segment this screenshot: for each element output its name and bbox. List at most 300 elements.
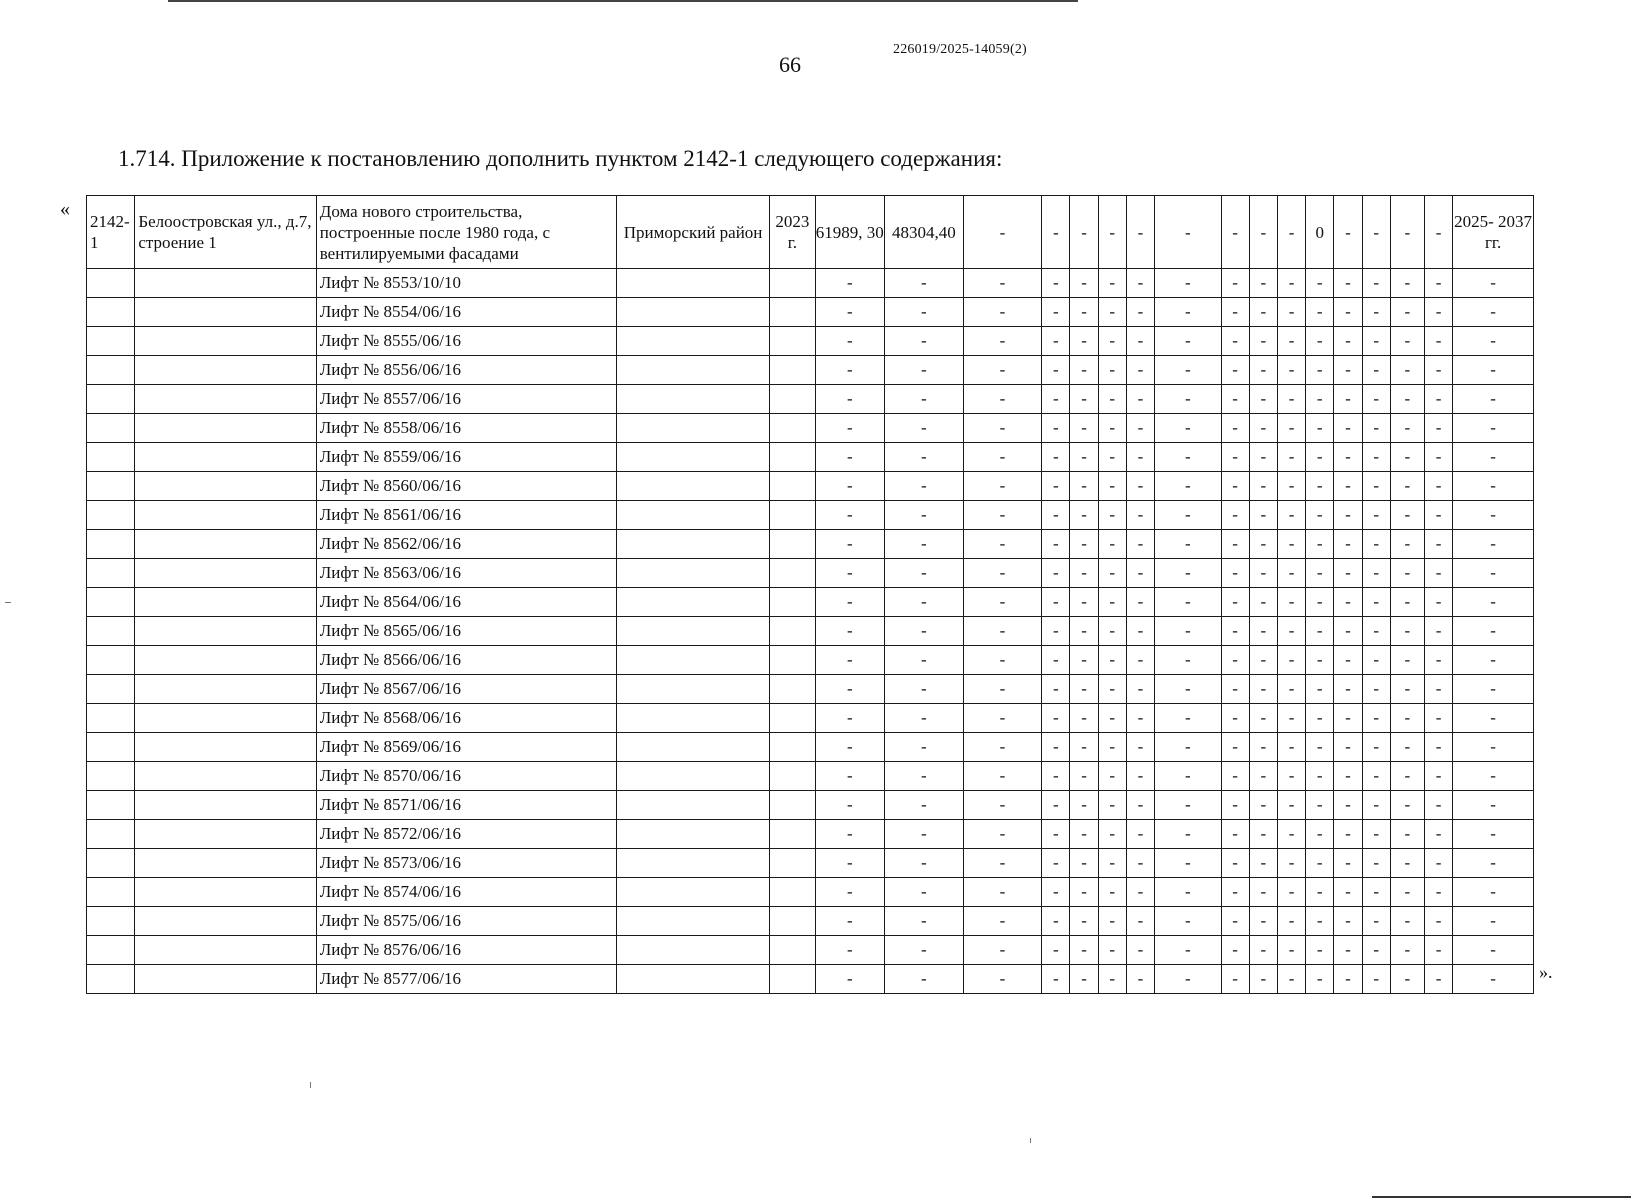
empty-cell — [135, 443, 316, 472]
dash-cell: - — [963, 269, 1042, 298]
empty-cell — [617, 269, 770, 298]
dash-cell: - — [815, 443, 885, 472]
table-row — [87, 791, 1534, 820]
dash-cell: - — [885, 617, 964, 646]
dash-cell: - — [1334, 298, 1362, 327]
dash-cell: - — [1221, 559, 1249, 588]
dash-cell: - — [1306, 849, 1334, 878]
value-cell: - — [1362, 196, 1390, 269]
lift-name-cell: Лифт № 8568/06/16 — [316, 704, 616, 733]
dash-cell: - — [1098, 762, 1126, 791]
dash-cell: - — [1098, 530, 1126, 559]
empty-cell — [135, 327, 316, 356]
empty-cell — [617, 327, 770, 356]
dash-cell: - — [1277, 646, 1305, 675]
dash-cell: - — [885, 762, 964, 791]
empty-cell — [617, 356, 770, 385]
dash-cell: - — [815, 675, 885, 704]
dash-cell: - — [1425, 443, 1453, 472]
empty-cell — [770, 501, 815, 530]
dash-cell: - — [1334, 820, 1362, 849]
dash-cell: - — [815, 501, 885, 530]
dash-cell: - — [885, 356, 964, 385]
dash-cell: - — [815, 269, 885, 298]
dash-cell: - — [963, 414, 1042, 443]
lift-name-cell: Лифт № 8571/06/16 — [316, 791, 616, 820]
dash-cell: - — [815, 385, 885, 414]
dash-cell: - — [1042, 588, 1070, 617]
dash-cell: - — [1390, 878, 1424, 907]
dash-cell: - — [1362, 646, 1390, 675]
dash-cell: - — [1306, 414, 1334, 443]
dash-cell: - — [1042, 675, 1070, 704]
total-area-cell: 61989, 30 — [815, 196, 885, 269]
dash-cell: - — [1425, 762, 1453, 791]
dash-cell: - — [1277, 530, 1305, 559]
empty-cell — [135, 733, 316, 762]
dash-cell: - — [1362, 965, 1390, 994]
empty-cell — [87, 936, 135, 965]
empty-cell — [87, 675, 135, 704]
dash-cell: - — [1334, 965, 1362, 994]
dash-cell: - — [1306, 936, 1334, 965]
dash-cell: - — [1098, 298, 1126, 327]
dash-cell: - — [1425, 733, 1453, 762]
dash-cell: - — [1070, 298, 1098, 327]
lift-name-cell: Лифт № 8567/06/16 — [316, 675, 616, 704]
table-row — [87, 878, 1534, 907]
dash-cell: - — [1453, 936, 1534, 965]
dash-cell: - — [1249, 907, 1277, 936]
dash-cell: - — [1070, 327, 1098, 356]
empty-cell — [617, 298, 770, 327]
dash-cell: - — [1453, 762, 1534, 791]
dash-cell: - — [1390, 414, 1424, 443]
dash-cell: - — [1453, 501, 1534, 530]
empty-cell — [87, 704, 135, 733]
dash-cell: - — [1098, 704, 1126, 733]
lift-name-cell: Лифт № 8563/06/16 — [316, 559, 616, 588]
dash-cell: - — [815, 617, 885, 646]
dash-cell: - — [1362, 849, 1390, 878]
table-row — [87, 907, 1534, 936]
dash-cell: - — [885, 646, 964, 675]
dash-cell: - — [963, 675, 1042, 704]
table-row — [87, 356, 1534, 385]
dash-cell: - — [1277, 501, 1305, 530]
dash-cell: - — [1070, 443, 1098, 472]
value-cell: 0 — [1306, 196, 1334, 269]
empty-cell — [617, 733, 770, 762]
dash-cell: - — [1362, 791, 1390, 820]
empty-cell — [87, 646, 135, 675]
dash-cell: - — [1070, 965, 1098, 994]
dash-cell: - — [1390, 588, 1424, 617]
dash-cell: - — [1453, 327, 1534, 356]
empty-cell — [87, 472, 135, 501]
dash-cell: - — [963, 791, 1042, 820]
dash-cell: - — [1334, 617, 1362, 646]
dash-cell: - — [815, 298, 885, 327]
dash-cell: - — [1155, 472, 1222, 501]
dash-cell: - — [1334, 791, 1362, 820]
dash-cell: - — [1425, 501, 1453, 530]
table-row — [87, 298, 1534, 327]
empty-cell — [617, 646, 770, 675]
empty-cell — [770, 472, 815, 501]
dash-cell: - — [1425, 849, 1453, 878]
dash-cell: - — [1425, 298, 1453, 327]
dash-cell: - — [1249, 791, 1277, 820]
dash-cell: - — [1155, 501, 1222, 530]
dash-cell: - — [1453, 878, 1534, 907]
table-row — [87, 675, 1534, 704]
dash-cell: - — [1334, 269, 1362, 298]
dash-cell: - — [1453, 269, 1534, 298]
dash-cell: - — [963, 385, 1042, 414]
dash-cell: - — [1126, 762, 1154, 791]
dash-cell: - — [1306, 327, 1334, 356]
empty-cell — [770, 385, 815, 414]
value-cell: - — [963, 196, 1042, 269]
empty-cell — [87, 559, 135, 588]
empty-cell — [87, 733, 135, 762]
dash-cell: - — [1155, 414, 1222, 443]
empty-cell — [135, 530, 316, 559]
dash-cell: - — [963, 965, 1042, 994]
dash-cell: - — [815, 356, 885, 385]
dash-cell: - — [1221, 646, 1249, 675]
empty-cell — [135, 965, 316, 994]
dash-cell: - — [1070, 530, 1098, 559]
dash-cell: - — [1042, 530, 1070, 559]
empty-cell — [135, 298, 316, 327]
dash-cell: - — [1221, 878, 1249, 907]
empty-cell — [617, 530, 770, 559]
dash-cell: - — [1098, 849, 1126, 878]
dash-cell: - — [1126, 356, 1154, 385]
dash-cell: - — [885, 443, 964, 472]
period-cell: 2025- 2037 гг. — [1453, 196, 1534, 269]
empty-cell — [617, 791, 770, 820]
dash-cell: - — [815, 849, 885, 878]
opening-quote: « — [60, 198, 70, 220]
dash-cell: - — [1277, 588, 1305, 617]
dash-cell: - — [1155, 704, 1222, 733]
dash-cell: - — [1249, 327, 1277, 356]
dash-cell: - — [1098, 820, 1126, 849]
dash-cell: - — [1249, 356, 1277, 385]
empty-cell — [87, 530, 135, 559]
dash-cell: - — [963, 472, 1042, 501]
table-row — [87, 588, 1534, 617]
dash-cell: - — [1126, 878, 1154, 907]
dash-cell: - — [1390, 733, 1424, 762]
dash-cell: - — [1390, 820, 1424, 849]
empty-cell — [87, 443, 135, 472]
dash-cell: - — [963, 646, 1042, 675]
dash-cell: - — [1277, 849, 1305, 878]
empty-cell — [770, 443, 815, 472]
dash-cell: - — [1155, 878, 1222, 907]
district-cell: Приморский район — [617, 196, 770, 269]
table-row-main — [87, 196, 1534, 269]
dash-cell: - — [1334, 356, 1362, 385]
lift-name-cell: Лифт № 8554/06/16 — [316, 298, 616, 327]
dash-cell: - — [1155, 936, 1222, 965]
empty-cell — [617, 936, 770, 965]
lift-name-cell: Лифт № 8569/06/16 — [316, 733, 616, 762]
dash-cell: - — [1362, 414, 1390, 443]
dash-cell: - — [1249, 704, 1277, 733]
empty-cell — [135, 704, 316, 733]
lift-name-cell: Лифт № 8564/06/16 — [316, 588, 616, 617]
dash-cell: - — [1453, 617, 1534, 646]
empty-cell — [770, 646, 815, 675]
empty-cell — [87, 907, 135, 936]
lift-name-cell: Лифт № 8559/06/16 — [316, 443, 616, 472]
dash-cell: - — [815, 414, 885, 443]
dash-cell: - — [1425, 559, 1453, 588]
empty-cell — [87, 588, 135, 617]
dash-cell: - — [1126, 327, 1154, 356]
dash-cell: - — [1334, 704, 1362, 733]
dash-cell: - — [1453, 443, 1534, 472]
table-row — [87, 849, 1534, 878]
dash-cell: - — [885, 849, 964, 878]
dash-cell: - — [1126, 559, 1154, 588]
empty-cell — [770, 588, 815, 617]
empty-cell — [87, 327, 135, 356]
empty-cell — [135, 675, 316, 704]
value-cell: - — [1425, 196, 1453, 269]
dash-cell: - — [1155, 907, 1222, 936]
dash-cell: - — [815, 762, 885, 791]
dash-cell: - — [1277, 327, 1305, 356]
dash-cell: - — [1453, 385, 1534, 414]
dash-cell: - — [1334, 762, 1362, 791]
dash-cell: - — [1334, 472, 1362, 501]
dash-cell: - — [1390, 530, 1424, 559]
dash-cell: - — [963, 907, 1042, 936]
dash-cell: - — [1425, 530, 1453, 559]
dash-cell: - — [1334, 588, 1362, 617]
dash-cell: - — [1277, 385, 1305, 414]
dash-cell: - — [1042, 385, 1070, 414]
empty-cell — [87, 385, 135, 414]
dash-cell: - — [1126, 646, 1154, 675]
empty-cell — [135, 936, 316, 965]
dash-cell: - — [1155, 820, 1222, 849]
dash-cell: - — [1155, 617, 1222, 646]
dash-cell: - — [1390, 617, 1424, 646]
dash-cell: - — [1362, 617, 1390, 646]
dash-cell: - — [1362, 762, 1390, 791]
value-cell: - — [1390, 196, 1424, 269]
empty-cell — [135, 356, 316, 385]
dash-cell: - — [1453, 965, 1534, 994]
dash-cell: - — [1098, 501, 1126, 530]
dash-cell: - — [1126, 704, 1154, 733]
dash-cell: - — [1249, 530, 1277, 559]
dash-cell: - — [815, 472, 885, 501]
dash-cell: - — [1042, 704, 1070, 733]
dash-cell: - — [1098, 675, 1126, 704]
dash-cell: - — [1425, 878, 1453, 907]
dash-cell: - — [1390, 936, 1424, 965]
empty-cell — [770, 733, 815, 762]
dash-cell: - — [1249, 936, 1277, 965]
dash-cell: - — [1362, 588, 1390, 617]
empty-cell — [770, 762, 815, 791]
dash-cell: - — [1306, 588, 1334, 617]
dash-cell: - — [1042, 762, 1070, 791]
dash-cell: - — [1362, 356, 1390, 385]
empty-cell — [770, 820, 815, 849]
dash-cell: - — [885, 414, 964, 443]
empty-cell — [135, 414, 316, 443]
dash-cell: - — [815, 820, 885, 849]
dash-cell: - — [1042, 907, 1070, 936]
dash-cell: - — [1277, 675, 1305, 704]
scan-speck — [1030, 1138, 1031, 1143]
dash-cell: - — [1362, 559, 1390, 588]
dash-cell: - — [963, 327, 1042, 356]
dash-cell: - — [1306, 443, 1334, 472]
table-row — [87, 530, 1534, 559]
dash-cell: - — [815, 878, 885, 907]
dash-cell: - — [1221, 269, 1249, 298]
dash-cell: - — [1306, 675, 1334, 704]
dash-cell: - — [1306, 472, 1334, 501]
dash-cell: - — [963, 733, 1042, 762]
dash-cell: - — [1042, 327, 1070, 356]
empty-cell — [135, 646, 316, 675]
dash-cell: - — [1042, 472, 1070, 501]
value-cell: - — [1042, 196, 1070, 269]
dash-cell: - — [1070, 820, 1098, 849]
dash-cell: - — [1098, 269, 1126, 298]
dash-cell: - — [1070, 588, 1098, 617]
lift-name-cell: Лифт № 8573/06/16 — [316, 849, 616, 878]
dash-cell: - — [1221, 617, 1249, 646]
dash-cell: - — [885, 385, 964, 414]
dash-cell: - — [1390, 385, 1424, 414]
lift-name-cell: Лифт № 8562/06/16 — [316, 530, 616, 559]
dash-cell: - — [1362, 472, 1390, 501]
dash-cell: - — [885, 791, 964, 820]
empty-cell — [135, 559, 316, 588]
empty-cell — [135, 588, 316, 617]
empty-cell — [770, 414, 815, 443]
dash-cell: - — [963, 704, 1042, 733]
dash-cell: - — [885, 327, 964, 356]
empty-cell — [87, 820, 135, 849]
address-cell: Белоостровская ул., д.7, строение 1 — [135, 196, 316, 269]
dash-cell: - — [1070, 878, 1098, 907]
dash-cell: - — [1042, 646, 1070, 675]
table-row — [87, 704, 1534, 733]
dash-cell: - — [1098, 385, 1126, 414]
dash-cell: - — [1362, 820, 1390, 849]
dash-cell: - — [1249, 588, 1277, 617]
dash-cell: - — [1425, 327, 1453, 356]
empty-cell — [135, 791, 316, 820]
empty-cell — [617, 501, 770, 530]
dash-cell: - — [1277, 269, 1305, 298]
living-area-cell: 48304,40 — [885, 196, 964, 269]
empty-cell — [617, 675, 770, 704]
dash-cell: - — [1221, 443, 1249, 472]
empty-cell — [770, 269, 815, 298]
dash-cell: - — [885, 588, 964, 617]
dash-cell: - — [963, 501, 1042, 530]
dash-cell: - — [1221, 704, 1249, 733]
dash-cell: - — [1155, 849, 1222, 878]
dash-cell: - — [1042, 820, 1070, 849]
empty-cell — [617, 704, 770, 733]
year-cell: 2023 г. — [770, 196, 815, 269]
dash-cell: - — [1277, 472, 1305, 501]
table-row — [87, 965, 1534, 994]
dash-cell: - — [1334, 530, 1362, 559]
dash-cell: - — [1221, 298, 1249, 327]
building-type-cell: Дома нового строительства, построенные после 1980 года, с вентилируемыми фасадами — [316, 196, 616, 269]
dash-cell: - — [1221, 907, 1249, 936]
dash-cell: - — [1070, 907, 1098, 936]
scan-top-rule — [168, 0, 1078, 2]
dash-cell: - — [1277, 559, 1305, 588]
dash-cell: - — [1098, 733, 1126, 762]
lift-name-cell: Лифт № 8576/06/16 — [316, 936, 616, 965]
dash-cell: - — [963, 443, 1042, 472]
dash-cell: - — [1390, 965, 1424, 994]
empty-cell — [87, 762, 135, 791]
dash-cell: - — [885, 269, 964, 298]
dash-cell: - — [1098, 588, 1126, 617]
dash-cell: - — [963, 617, 1042, 646]
dash-cell: - — [1425, 588, 1453, 617]
empty-cell — [87, 298, 135, 327]
table-row — [87, 501, 1534, 530]
dash-cell: - — [1155, 733, 1222, 762]
dash-cell: - — [815, 733, 885, 762]
lift-name-cell: Лифт № 8560/06/16 — [316, 472, 616, 501]
dash-cell: - — [1098, 646, 1126, 675]
dash-cell: - — [1126, 791, 1154, 820]
dash-cell: - — [1453, 733, 1534, 762]
dash-cell: - — [1098, 414, 1126, 443]
dash-cell: - — [1334, 414, 1362, 443]
dash-cell: - — [1070, 849, 1098, 878]
dash-cell: - — [1425, 472, 1453, 501]
dash-cell: - — [1249, 646, 1277, 675]
dash-cell: - — [1277, 878, 1305, 907]
dash-cell: - — [885, 936, 964, 965]
value-cell: - — [1221, 196, 1249, 269]
item-number-cell: 2142-1 — [87, 196, 135, 269]
empty-cell — [617, 559, 770, 588]
dash-cell: - — [1155, 588, 1222, 617]
dash-cell: - — [1277, 820, 1305, 849]
dash-cell: - — [1390, 443, 1424, 472]
dash-cell: - — [1221, 849, 1249, 878]
empty-cell — [87, 356, 135, 385]
lift-name-cell: Лифт № 8555/06/16 — [316, 327, 616, 356]
empty-cell — [135, 820, 316, 849]
dash-cell: - — [1306, 530, 1334, 559]
table-row — [87, 936, 1534, 965]
